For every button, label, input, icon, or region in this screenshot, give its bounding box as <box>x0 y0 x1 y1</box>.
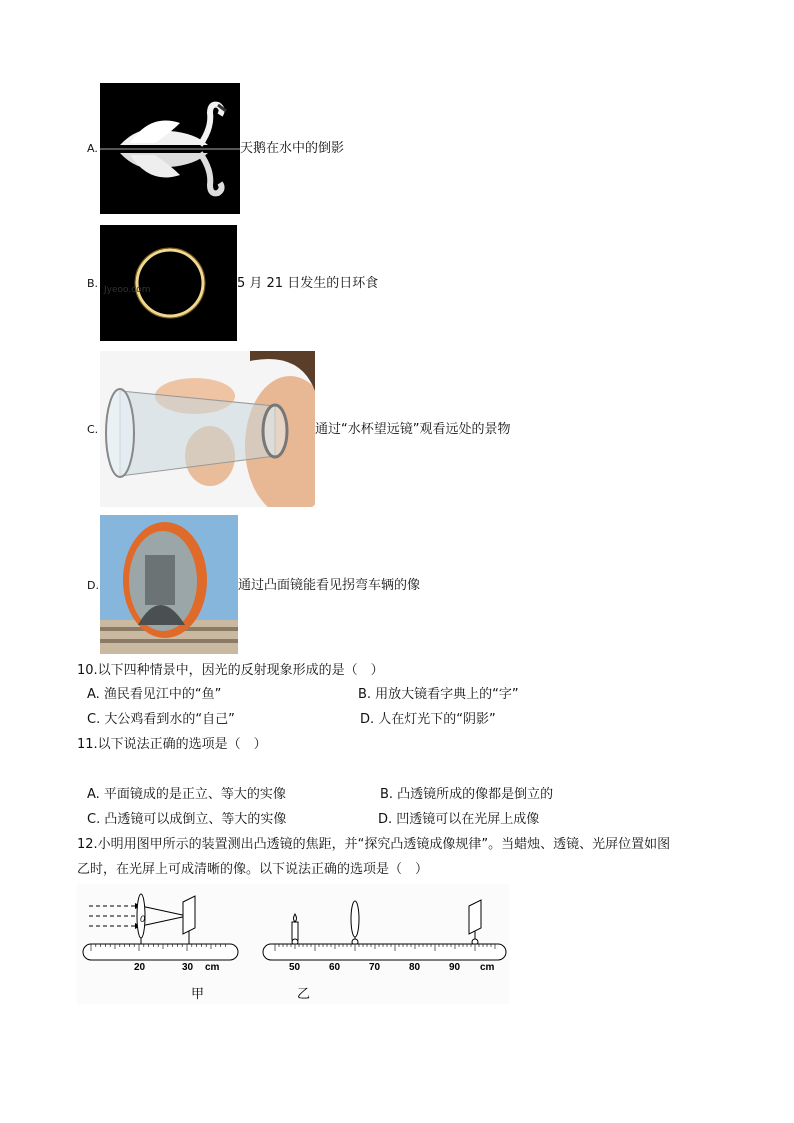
figure-yi-diagram <box>263 900 506 960</box>
jia-lens-mark: 0 <box>140 914 146 924</box>
yi-tick-70: 70 <box>369 962 381 973</box>
q10-option-b: B. 用放大镜看字典上的“字” <box>358 687 519 702</box>
optics-bench-figure <box>77 884 509 1004</box>
q11-stem: 11.以下说法正确的选项是（ ） <box>77 737 267 752</box>
yi-tick-90: 90 <box>449 962 461 973</box>
figure-jia-diagram <box>83 894 238 960</box>
figure-jia-label: 甲 <box>191 986 205 1001</box>
option-a-letter: A. <box>87 142 98 155</box>
watermark-text: Jyeoo.com <box>104 285 151 295</box>
yi-tick-50: 50 <box>289 962 301 973</box>
option-b-caption: 5 月 21 日发生的日环食 <box>237 276 379 291</box>
q11-option-b: B. 凸透镜所成的像都是倒立的 <box>380 787 554 802</box>
glass-telescope-photo <box>100 351 315 507</box>
q12-stem-line2: 乙时，在光屏上可成清晰的像。以下说法正确的选项是（ ） <box>77 862 429 877</box>
q10-option-a: A. 渔民看见江中的“鱼” <box>87 687 222 702</box>
option-c-letter: C. <box>87 423 99 436</box>
q11-option-a: A. 平面镜成的是正立、等大的实像 <box>87 787 286 802</box>
option-b-letter: B. <box>87 277 99 290</box>
q11-option-d: D. 凹透镜可以在光屏上成像 <box>378 812 540 827</box>
q10-option-c: C. 大公鸡看到水的“自己” <box>87 712 235 727</box>
yi-tick-60: 60 <box>329 962 341 973</box>
q10-stem: 10.以下四种情景中，因光的反射现象形成的是（ ） <box>77 663 384 678</box>
convex-mirror-photo <box>100 515 238 654</box>
option-d-caption: 通过凸面镜能看见拐弯车辆的像 <box>238 578 421 593</box>
jia-tick-30: 30 <box>182 962 194 973</box>
jia-tick-20: 20 <box>134 962 146 973</box>
q11-option-c: C. 凸透镜可以成倒立、等大的实像 <box>87 812 287 827</box>
yi-tick-80: 80 <box>409 962 421 973</box>
annular-eclipse-photo <box>100 225 237 341</box>
q10-option-d: D. 人在灯光下的“阴影” <box>360 712 496 727</box>
figure-yi-label: 乙 <box>297 986 311 1001</box>
q12-stem-line1: 12.小明用图甲所示的装置测出凸透镜的焦距，并“探究凸透镜成像规律”。当蜡烛、透镜、光屏位置如图 <box>77 837 671 852</box>
yi-tick-unit: cm <box>480 962 495 973</box>
swan-reflection-photo <box>100 83 240 214</box>
jia-tick-unit: cm <box>205 962 220 973</box>
option-a-caption: 天鹅在水中的倒影 <box>240 141 345 156</box>
option-c-caption: 通过“水杯望远镜”观看远处的景物 <box>315 422 511 437</box>
option-d-letter: D. <box>87 579 99 592</box>
